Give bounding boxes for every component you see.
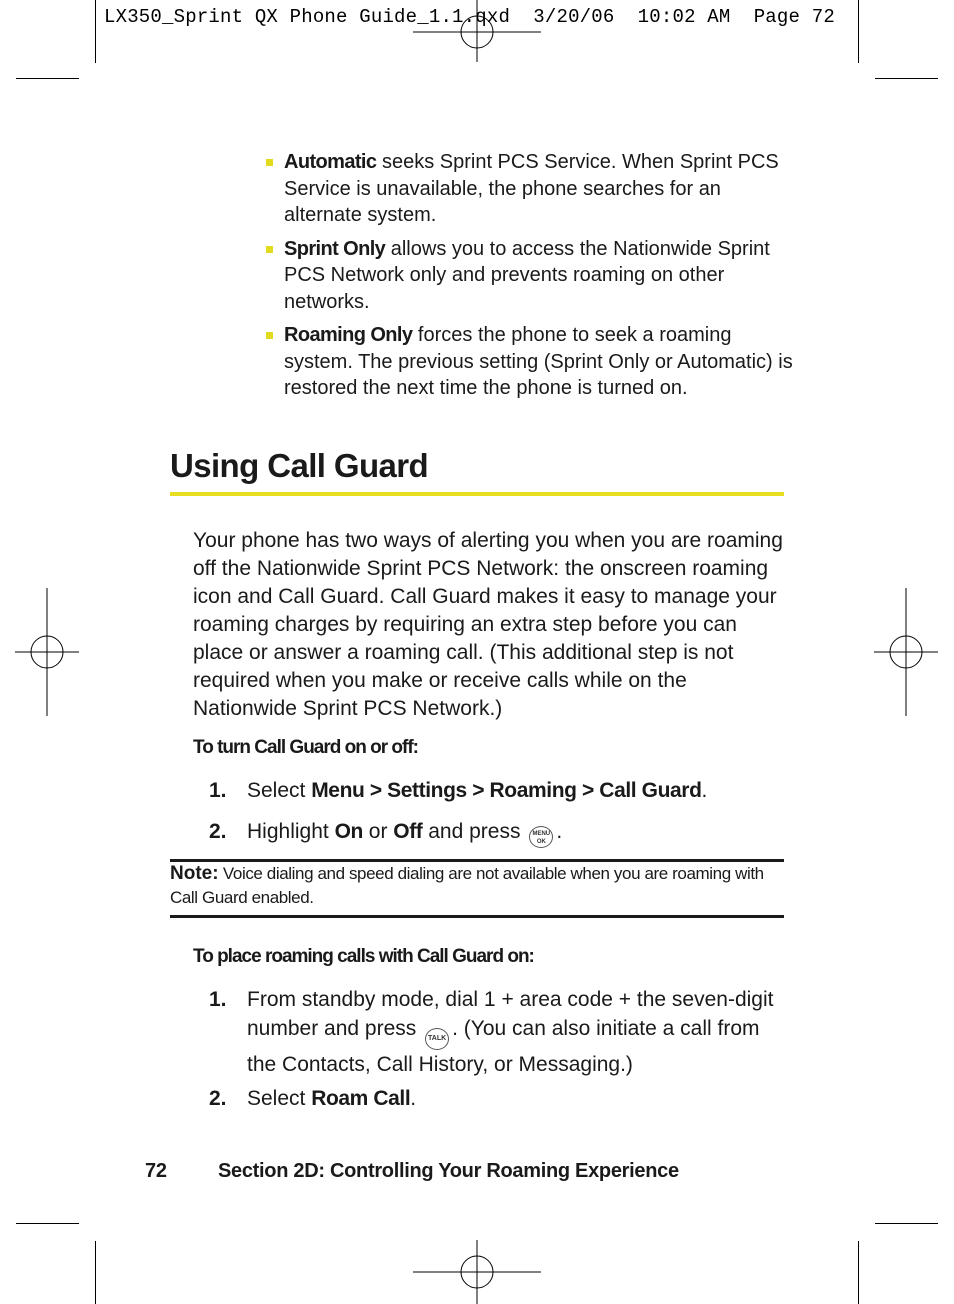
description: seeks Sprint PCS Service. When Sprint PCS Service is unavailable, the phone searches for an alternate system. — [284, 151, 779, 226]
registration-mark-left-icon — [15, 588, 79, 716]
heading-underline — [170, 492, 784, 496]
crop-mark-top-right-h — [875, 78, 938, 79]
bullet-square-icon — [266, 246, 273, 253]
crop-mark-top-left-v — [95, 0, 96, 63]
list-item — [264, 322, 794, 402]
term: Sprint Only — [284, 237, 386, 260]
roaming-mode-list — [264, 149, 794, 409]
page-title: Using Call Guard — [170, 447, 429, 484]
description: forces the phone to seek a roaming system. The previous setting (Sprint Only or Automatic) is restored the next time the phone is turned on. — [284, 324, 793, 399]
note-label: Note: — [170, 863, 219, 884]
crop-mark-bottom-right-h — [875, 1223, 938, 1224]
section-title-turn-call-guard: To turn Call Guard on or off: — [193, 737, 419, 758]
crop-mark-bottom-left-v — [95, 1241, 96, 1304]
step-number: 1. — [209, 779, 227, 802]
step-suffix: . — [701, 779, 708, 802]
intro-paragraph: Your phone has two ways of alerting you when you are roaming off the Nationwide Sprint PCS Network: the onscreen roaming icon and Call Guard. Call Guard makes it easy to manage your roaming charges by requiring an extra step before you can place or answer a roaming call. (This additional step is not required when you make or receive calls while on the Nationwide Sprint PCS Network.) — [193, 529, 783, 720]
registration-mark-top-icon — [413, 0, 541, 64]
step-prefix: Select — [247, 1087, 312, 1110]
key-label-line1: MENU — [532, 831, 551, 837]
menu-ok-key-icon — [529, 826, 553, 848]
crop-mark-top-right-v — [858, 0, 859, 63]
list-item — [264, 236, 794, 316]
bullet-square-icon — [266, 159, 273, 166]
step-suffix: . — [556, 820, 563, 843]
registration-mark-bottom-icon — [413, 1240, 541, 1304]
step-text — [247, 1084, 787, 1113]
step-number: 1. — [209, 988, 227, 1011]
step-text — [247, 817, 787, 848]
roam-call-option: Roam Call — [311, 1087, 411, 1110]
option-on: On — [334, 820, 363, 843]
option-off: Off — [393, 820, 423, 843]
step-prefix: Highlight — [247, 820, 335, 843]
step-number: 2. — [209, 820, 227, 843]
file-slug-line: LX350_Sprint QX Phone Guide_1.1.qxd 3/20/06 10:02 AM Page 72 — [104, 6, 835, 28]
crop-mark-top-left-h — [16, 78, 79, 79]
step-text — [247, 776, 787, 805]
crop-mark-bottom-left-h — [16, 1223, 79, 1224]
page-number: 72 — [145, 1160, 167, 1182]
step-or: or — [362, 820, 394, 843]
note-rule-bottom — [170, 915, 784, 918]
talk-key-icon: TALK — [425, 1028, 449, 1050]
footer-section-title: Section 2D: Controlling Your Roaming Experience — [218, 1160, 679, 1182]
key-label-line2: OK — [536, 839, 546, 845]
registration-mark-right-icon — [874, 588, 938, 716]
term: Automatic — [284, 151, 377, 173]
step-prefix: Select — [247, 779, 312, 802]
step-suffix: . — [410, 1087, 417, 1110]
menu-path: Menu > Settings > Roaming > Call Guard — [311, 779, 702, 802]
step-suffix: . (You can also initiate a call from the Contacts, Call History, or Messaging.) — [247, 1017, 760, 1076]
description: allows you to access the Nationwide Sprint PCS Network only and prevents roaming on other networks. — [284, 237, 770, 313]
list-item — [264, 149, 794, 229]
step-prefix: From standby mode, dial 1 + area code + the seven-digit number and press — [247, 988, 774, 1040]
step-middle: and press — [422, 820, 527, 843]
note-text: Voice dialing and speed dialing are not available when you are roaming with Call Guard enabled. — [170, 864, 764, 907]
bullet-square-icon — [266, 332, 273, 339]
step-text — [247, 985, 782, 1079]
step-number: 2. — [209, 1087, 227, 1110]
section-title-place-roaming-calls: To place roaming calls with Call Guard on: — [193, 946, 534, 967]
crop-mark-bottom-right-v — [858, 1241, 859, 1304]
note-box — [170, 862, 784, 910]
term: Roaming Only — [284, 324, 413, 346]
